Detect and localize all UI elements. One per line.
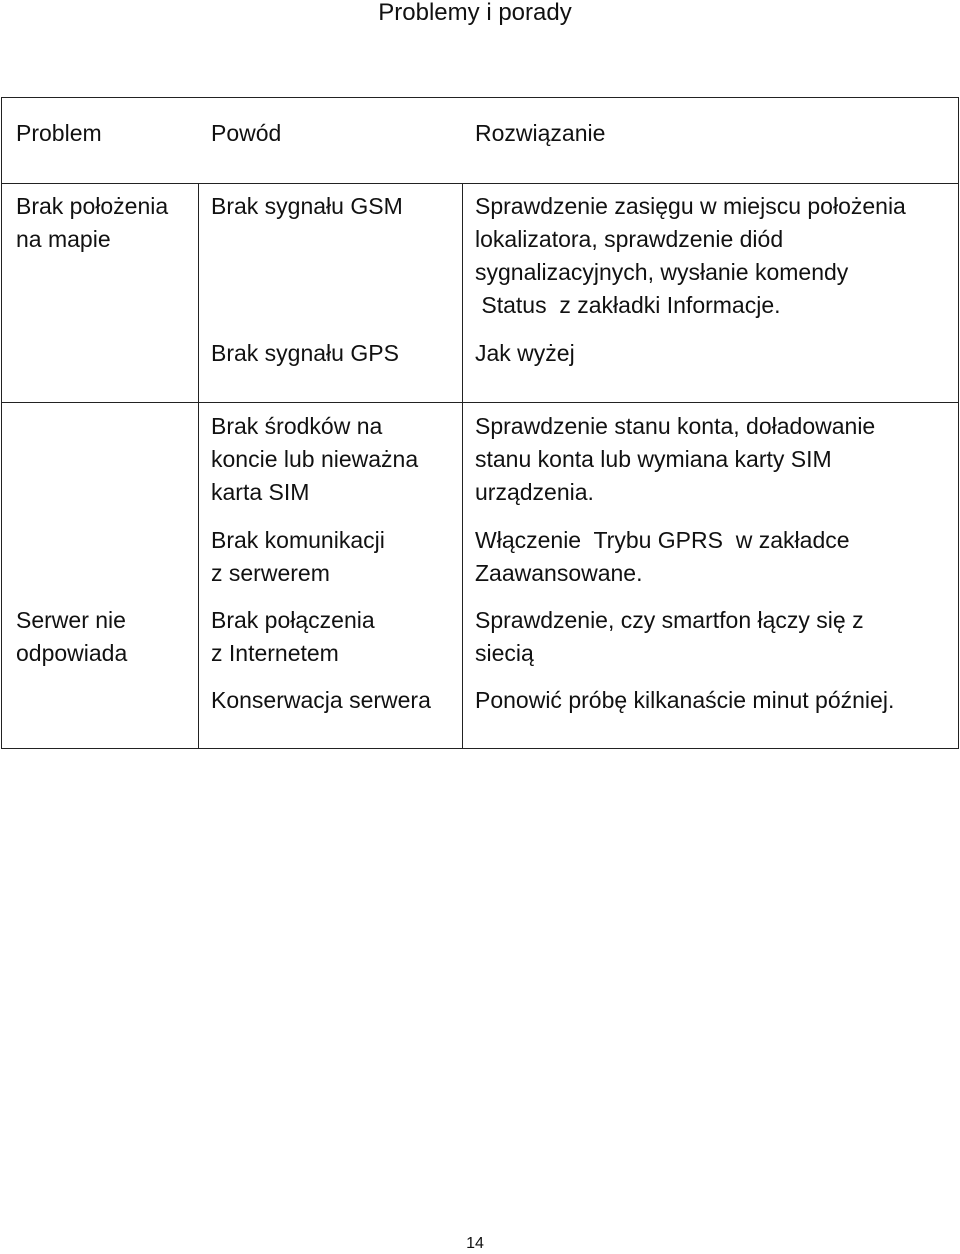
page-title: Problemy i porady <box>378 0 572 26</box>
problem-text-line: Serwer nie <box>16 607 126 633</box>
reason-text-line: Brak komunikacji <box>211 527 385 553</box>
solution-text-line: siecią <box>475 640 534 666</box>
header-problem: Problem <box>16 120 102 146</box>
reason-cell-no-gsm <box>211 190 403 223</box>
solution-text-line: sygnalizacyjnych, wysłanie komendy <box>475 259 849 285</box>
reason-text-line: Brak sygnału GSM <box>211 193 403 219</box>
page-number: 14 <box>466 1235 484 1252</box>
troubleshooting-table <box>1 97 959 749</box>
solution-cell-no-internet <box>475 604 864 670</box>
reason-text-line: z serwerem <box>211 560 330 586</box>
solution-cell-no-funds <box>475 410 875 509</box>
reason-text-line: Brak połączenia <box>211 607 375 633</box>
header-row-divider <box>2 183 958 184</box>
solution-text-line: lokalizatora, sprawdzenie diód <box>475 226 784 252</box>
solution-cell-no-gps <box>475 337 575 370</box>
solution-text-line: Sprawdzenie stanu konta, doładowanie <box>475 413 876 439</box>
solution-text-line: Sprawdzenie, czy smartfon łączy się z <box>475 607 864 633</box>
reason-text-line: koncie lub nieważna <box>211 446 419 472</box>
solution-text-line: Jak wyżej <box>475 340 575 366</box>
solution-cell-no-gsm <box>475 190 906 322</box>
reason-cell-server-maintenance <box>211 684 431 717</box>
problem-text-line: Brak położenia <box>16 193 169 219</box>
problem-cell-server-not-responding <box>16 604 127 670</box>
problem-cell-no-location <box>16 190 168 256</box>
solution-text-line: urządzenia. <box>475 479 594 505</box>
reason-cell-no-server-communication <box>211 524 385 590</box>
reason-text-line: Konserwacja serwera <box>211 687 431 713</box>
solution-text-line: stanu konta lub wymiana karty SIM <box>475 446 832 472</box>
problem-text-line: odpowiada <box>16 640 128 666</box>
reason-cell-no-gps <box>211 337 399 370</box>
solution-cell-server-maintenance <box>475 684 894 717</box>
solution-text-line: Włączenie Trybu GPRS w zakładce <box>475 527 850 553</box>
column-divider-1 <box>198 183 199 748</box>
reason-text-line: z Internetem <box>211 640 339 666</box>
reason-text-line: Brak środków na <box>211 413 383 439</box>
solution-text-line: Sprawdzenie zasięgu w miejscu położenia <box>475 193 906 219</box>
solution-text-line: Status z zakładki Informacje. <box>475 292 781 318</box>
reason-cell-no-funds <box>211 410 418 509</box>
solution-cell-no-server-communication <box>475 524 850 590</box>
solution-text-line: Ponowić próbę kilkanaście minut później. <box>475 687 895 713</box>
problem-text-line: na mapie <box>16 226 111 252</box>
group-divider <box>2 402 958 403</box>
reason-text-line: karta SIM <box>211 479 310 505</box>
reason-cell-no-internet <box>211 604 375 670</box>
header-solution: Rozwiązanie <box>475 120 606 146</box>
column-divider-2 <box>462 183 463 748</box>
reason-text-line: Brak sygnału GPS <box>211 340 399 366</box>
header-reason: Powód <box>211 120 282 146</box>
solution-text-line: Zaawansowane. <box>475 560 643 586</box>
